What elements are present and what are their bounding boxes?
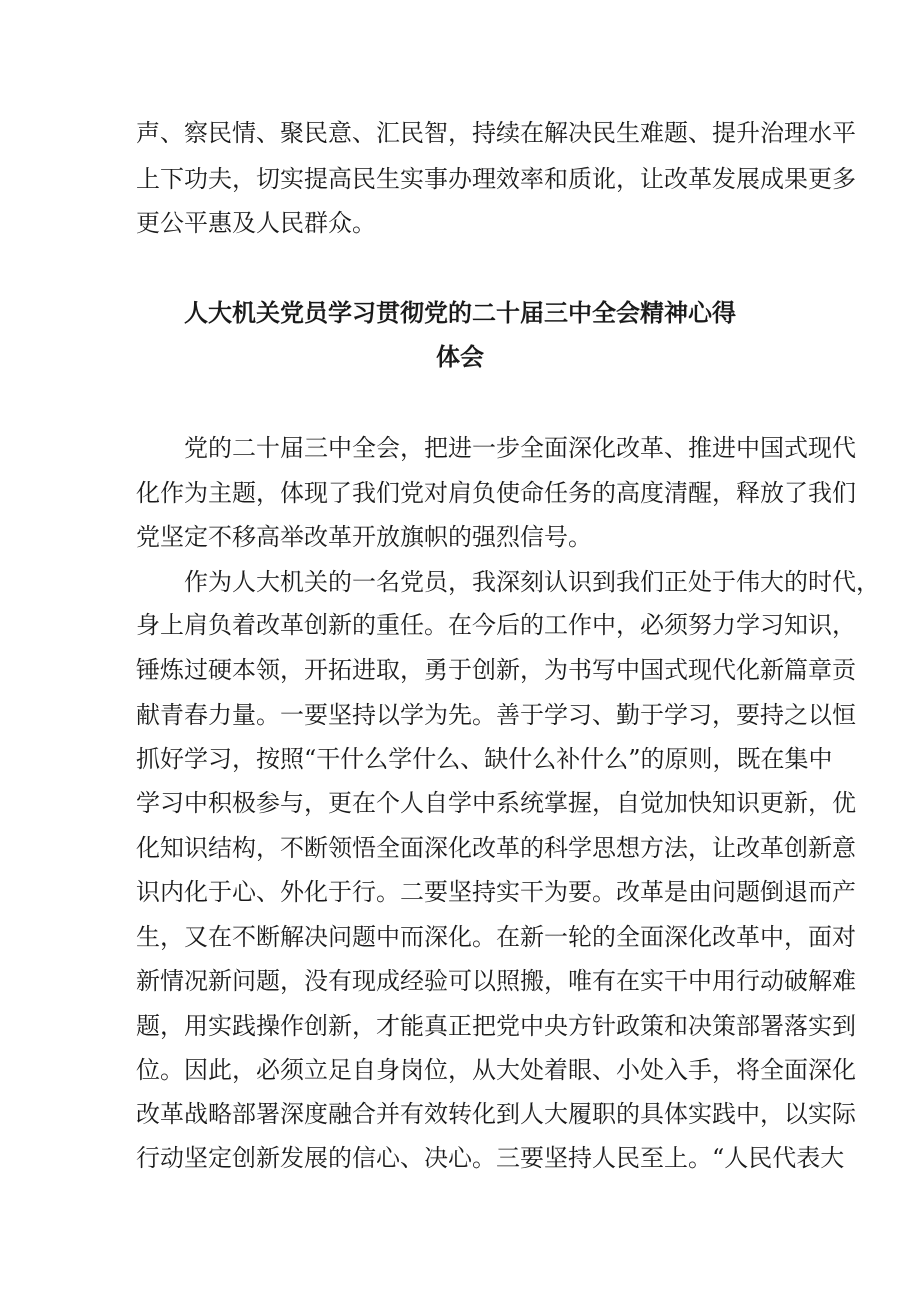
text-line: 学习中积极参与，更在个人自学中系统掌握，自觉加快知识更新，优: [136, 789, 856, 817]
article-title: 人大机关党员学习贯彻党的二十届三中全会精神心得: [184, 299, 736, 327]
text-line: 位。因此，必须立足自身岗位，从大处着眼、小处入手，将全面深化: [136, 1056, 856, 1084]
text-line: 题，用实践操作创新，才能真正把党中央方针政策和决策部署落实到: [136, 1012, 856, 1040]
text-line: 党的二十届三中全会，把进一步全面深化改革、推进中国式现代: [184, 434, 856, 462]
text-line: 生，又在不断解决问题中而深化。在新一轮的全面深化改革中，面对: [136, 923, 856, 951]
text-line: 声、察民情、聚民意、汇民智，持续在解决民生难题、提升治理水平: [136, 119, 856, 147]
text-line: 党坚定不移高举改革开放旗帜的强烈信号。: [136, 523, 592, 551]
text-line: 化知识结构，不断领悟全面深化改革的科学思想方法，让改革创新意: [136, 834, 856, 862]
text-line: 识内化于心、外化于行。二要坚持实干为要。改革是由问题倒退而产: [136, 878, 856, 906]
text-line: 锤炼过硬本领，开拓进取，勇于创新，为书写中国式现代化新篇章贡: [136, 656, 856, 684]
text-line: 抓好学习，按照“干什么学什么、缺什么补什么”的原则，既在集中: [136, 745, 833, 773]
text-line: 上下功夫，切实提高民生实事办理效率和质讹，让改革发展成果更多: [136, 165, 856, 193]
text-line: 作为人大机关的一名党员，我深刻认识到我们正处于伟大的时代，: [184, 568, 880, 596]
text-line: 化作为主题，体现了我们党对肩负使命任务的高度清醒，释放了我们: [136, 479, 856, 507]
text-line: 身上肩负着改革创新的重任。在今后的工作中，必须努力学习知识，: [136, 611, 856, 639]
text-line: 改革战略部署深度融合并有效转化到人大履职的具体实践中，以实际: [136, 1100, 856, 1128]
article-title-continued: 体会: [436, 343, 484, 371]
text-line: 新情况新问题，没有现成经验可以照搬，唯有在实干中用行动破解难: [136, 967, 856, 995]
text-line: 更公平惠及人民群众。: [136, 209, 376, 237]
text-line: 行动坚定创新发展的信心、决心。三要坚持人民至上。“人民代表大: [136, 1144, 845, 1172]
text-line: 献青春力量。一要坚持以学为先。善于学习、勤于学习，要持之以恒: [136, 701, 856, 729]
